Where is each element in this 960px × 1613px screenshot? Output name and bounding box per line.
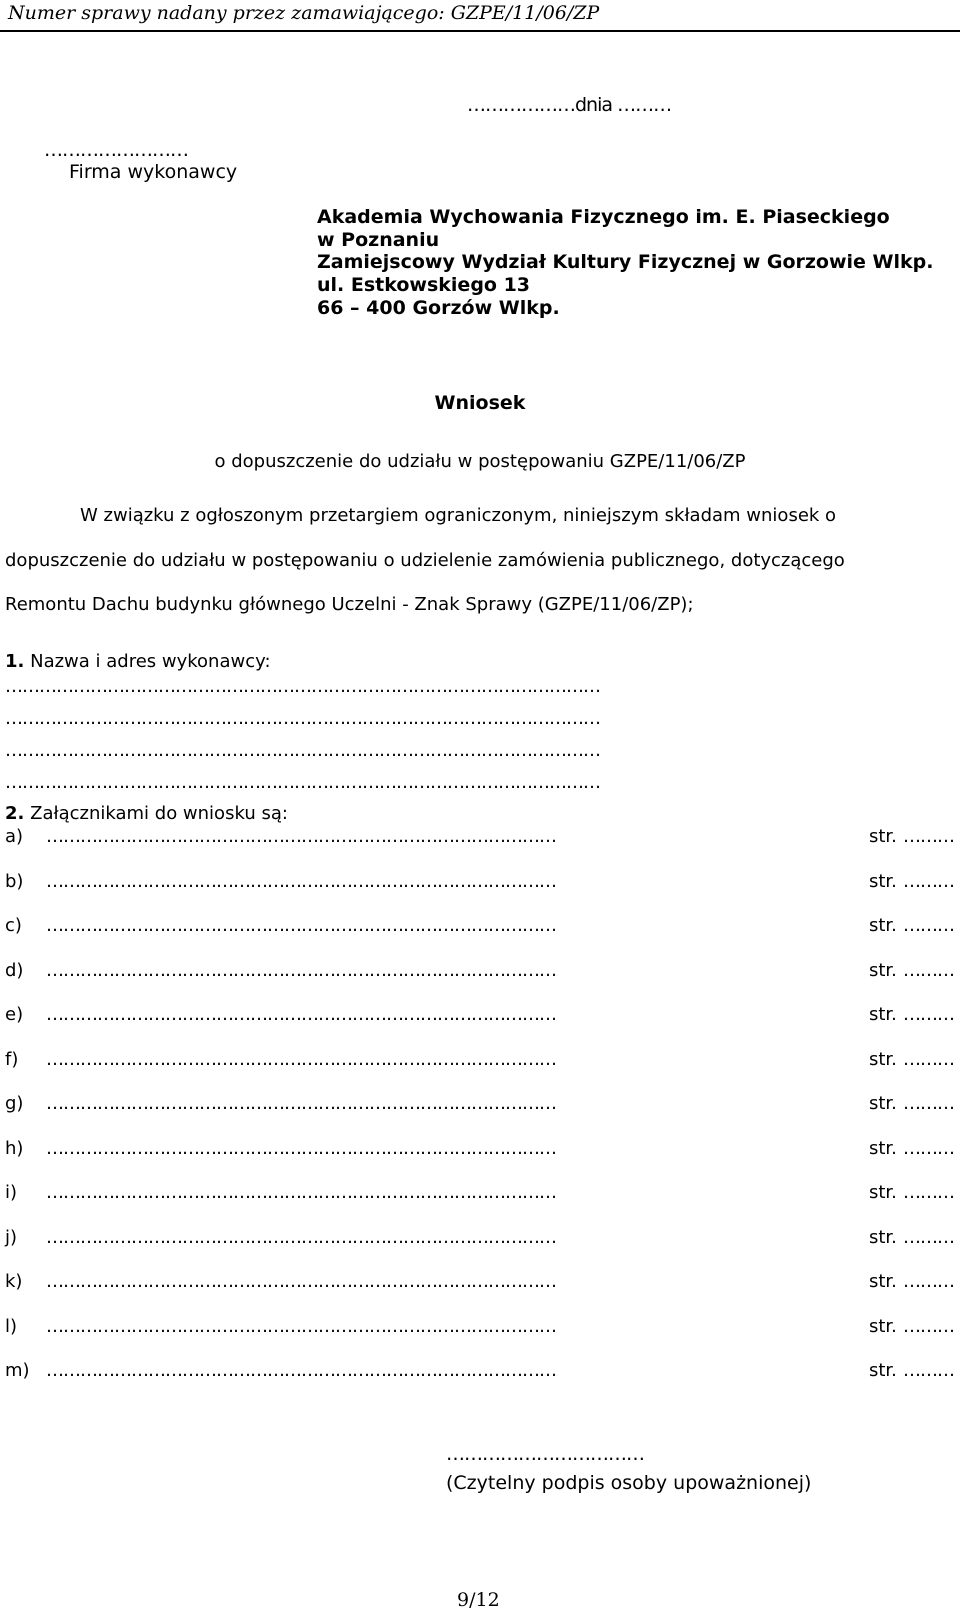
attachment-str-dots: ……… [903,1093,954,1114]
body-line-2: dopuszczenie do udziału w postępowaniu o udzielenie zamówienia publicznego, dotyczącego [5,550,845,571]
attachment-str-dots: ……… [903,826,954,847]
body-line-3: Remontu Dachu budynku głównego Uczelni - Znak Sprawy (GZPE/11/06/ZP); [5,594,694,615]
signature-label: (Czytelny podpis osoby upoważnionej) [446,1472,812,1494]
header-rule [0,30,960,32]
section-2-heading [5,803,288,824]
attachment-str-dots: ……… [903,1004,954,1025]
document-title: Wniosek [434,392,526,414]
attachment-letter: h) [5,1138,24,1159]
attachment-str-dots: ……… [903,871,954,892]
attachment-str-label: str. [869,1316,897,1337]
attachment-letter: k) [5,1271,23,1292]
attachment-letter: m) [5,1360,30,1381]
attachment-str-label: str. [869,1093,897,1114]
attachment-dots: ……………………………………………………………………………… [46,1316,556,1337]
section-1-number: 1. [5,651,25,672]
attachment-letter: e) [5,1004,24,1025]
attachment-str-dots: ……… [903,1182,954,1203]
attachment-letter: l) [5,1316,18,1337]
address-dots-line-1: …………………………………………………………………………………………… [5,676,600,697]
recipient-line-5: 66 – 400 Gorzów Wlkp. [317,297,560,319]
attachment-str-label: str. [869,1227,897,1248]
attachment-dots: ……………………………………………………………………………… [46,1182,556,1203]
document-subtitle: o dopuszczenie do udziału w postępowaniu GZPE/11/06/ZP [214,451,746,472]
attachment-dots: ……………………………………………………………………………… [46,871,556,892]
body-line-1: W związku z ogłoszonym przetargiem ograniczonym, niniejszym składam wniosek o [80,505,837,526]
attachment-dots: ……………………………………………………………………………… [46,1004,556,1025]
attachment-dots: ……………………………………………………………………………… [46,826,556,847]
attachment-str-label: str. [869,1271,897,1292]
attachment-str-label: str. [869,960,897,981]
attachment-letter: d) [5,960,24,981]
firm-dots: …………………… [44,139,188,161]
attachment-str-label: str. [869,1360,897,1381]
attachment-str-label: str. [869,871,897,892]
attachment-str-dots: ……… [903,1360,954,1381]
attachment-dots: ……………………………………………………………………………… [46,1049,556,1070]
recipient-line-3: Zamiejscowy Wydział Kultury Fizycznej w Gorzowie Wlkp. [317,251,934,273]
section-2-label: Załącznikami do wniosku są: [30,803,288,824]
page-number: 9/12 [457,1589,500,1611]
attachment-letter: a) [5,826,24,847]
case-number-header: Numer sprawy nadany przez zamawiającego: GZPE/11/06/ZP [8,2,600,24]
attachment-letter: b) [5,871,24,892]
attachment-letter: g) [5,1093,24,1114]
attachment-dots: ……………………………………………………………………………… [46,1093,556,1114]
attachment-str-label: str. [869,1182,897,1203]
attachment-dots: ……………………………………………………………………………… [46,1360,556,1381]
attachment-letter: f) [5,1049,19,1070]
attachment-str-dots: ……… [903,1316,954,1337]
attachment-dots: ……………………………………………………………………………… [46,1271,556,1292]
address-dots-line-3: …………………………………………………………………………………………… [5,740,600,761]
attachment-str-dots: ……… [903,1271,954,1292]
attachment-str-label: str. [869,1049,897,1070]
recipient-line-4: ul. Estkowskiego 13 [317,274,531,296]
section-1-heading [5,651,271,672]
attachment-str-dots: ……… [903,1227,954,1248]
section-2-number: 2. [5,803,25,824]
attachment-letter: i) [5,1182,18,1203]
attachment-str-dots: ……… [903,960,954,981]
attachment-str-dots: ……… [903,915,954,936]
address-dots-line-2: …………………………………………………………………………………………… [5,708,600,729]
attachment-dots: ……………………………………………………………………………… [46,915,556,936]
attachment-dots: ……………………………………………………………………………… [46,960,556,981]
attachment-str-label: str. [869,826,897,847]
attachment-str-label: str. [869,1004,897,1025]
attachment-str-label: str. [869,915,897,936]
firm-label: Firma wykonawcy [69,161,238,183]
attachment-str-dots: ……… [903,1049,954,1070]
attachment-dots: ……………………………………………………………………………… [46,1138,556,1159]
address-dots-line-4: …………………………………………………………………………………………… [5,772,600,793]
date-line: ………………dnia ……… [467,94,672,116]
recipient-line-1: Akademia Wychowania Fizycznego im. E. Piaseckiego [317,206,890,228]
recipient-line-2: w Poznaniu [317,229,440,251]
attachment-letter: j) [5,1227,18,1248]
attachment-dots: ……………………………………………………………………………… [46,1227,556,1248]
attachment-str-dots: ……… [903,1138,954,1159]
attachment-letter: c) [5,915,22,936]
section-1-label: Nazwa i adres wykonawcy: [30,651,271,672]
signature-dots: …………………………… [446,1443,644,1465]
attachment-str-label: str. [869,1138,897,1159]
